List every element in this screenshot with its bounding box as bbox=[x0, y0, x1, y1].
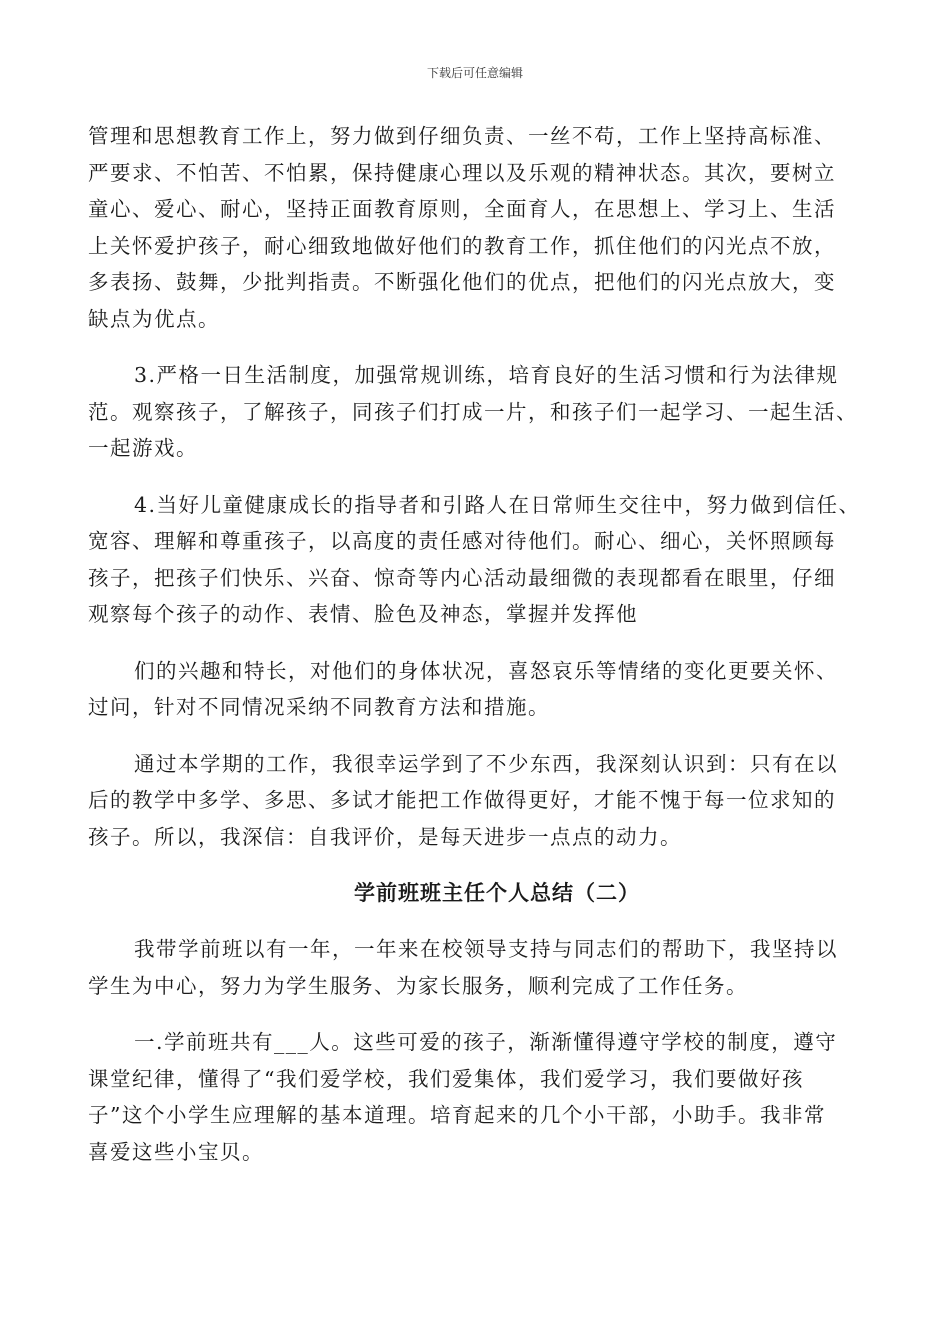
text-line: 过问，针对不同情况采纳不同教育方法和措施。 bbox=[88, 695, 550, 719]
paragraph-3 bbox=[88, 487, 866, 633]
text-line: 课堂纪律，懂得了“我们爱学校，我们爱集体，我们爱学习，我们要做好孩 bbox=[88, 1066, 804, 1091]
text-line: 管理和思想教育工作上，努力做到仔细负责、一丝不苟，工作上坚持高标准、 bbox=[88, 124, 836, 148]
text-line: 我带学前班以有一年，一年来在校领导支持与同志们的帮助下，我坚持以 bbox=[134, 937, 838, 961]
text-line: 范。观察孩子，了解孩子，同孩子们打成一片，和孩子们一起学习、一起生活、 bbox=[88, 399, 858, 424]
text-line: 们的兴趣和特长，对他们的身体状况，喜怒哀乐等情绪的变化更要关怀、 bbox=[134, 658, 838, 683]
section-title: 学前班班主任个人总结（二） bbox=[354, 880, 640, 905]
text-line: 上关怀爱护孩子，耐心细致地做好他们的教育工作，抓住他们的闪光点不放， bbox=[88, 233, 836, 258]
page-header: 下载后可任意编辑 bbox=[426, 66, 523, 80]
paragraph-2 bbox=[88, 357, 866, 467]
paragraph-7 bbox=[88, 1024, 866, 1170]
paragraph-5 bbox=[88, 746, 866, 856]
text-line: 3.严格一日生活制度，加强常规训练，培育良好的生活习惯和行为法律规 bbox=[134, 363, 839, 387]
document-body bbox=[88, 118, 866, 1170]
text-line: 子”这个小学生应理解的基本道理。培育起来的几个小干部，小助手。我非常 bbox=[88, 1103, 826, 1127]
text-line: 学生为中心，努力为学生服务、为家长服务，顺利完成了工作任务。 bbox=[88, 973, 748, 998]
text-line: 孩子，把孩子们快乐、兴奋、惊奇等内心活动最细微的表现都看在眼里，仔细 bbox=[88, 565, 836, 590]
text-line: 缺点为优点。 bbox=[88, 306, 220, 331]
text-line: 喜爱这些小宝贝。 bbox=[88, 1139, 264, 1164]
text-line: 观察每个孩子的动作、表情、脸色及神态，掌握并发挥他 bbox=[88, 602, 638, 626]
text-line: 宽容、理解和尊重孩子，以高度的责任感对待他们。耐心、细心，关怀照顾每 bbox=[88, 529, 836, 553]
text-line: 后的教学中多学、多思、多试才能把工作做得更好，才能不愧于每一位求知的 bbox=[88, 788, 836, 812]
paragraph-6 bbox=[88, 931, 866, 1004]
text-line: 严要求、不怕苦、不怕累，保持健康心理以及乐观的精神状态。其次，要树立 bbox=[88, 160, 836, 185]
text-line: 一.学前班共有___人。这些可爱的孩子，渐渐懂得遵守学校的制度，遵守 bbox=[134, 1030, 838, 1054]
text-line: 一起游戏。 bbox=[88, 436, 198, 460]
paragraph-4 bbox=[88, 653, 866, 726]
text-line: 多表扬、鼓舞，少批判指责。不断强化他们的优点，把他们的闪光点放大，变 bbox=[88, 270, 836, 294]
text-line: 孩子。所以，我深信：自我评价，是每天进步一点点的动力。 bbox=[88, 824, 682, 849]
text-line: 通过本学期的工作，我很幸运学到了不少东西，我深刻认识到：只有在以 bbox=[134, 751, 838, 776]
paragraph-1 bbox=[88, 118, 866, 337]
text-line: 童心、爱心、耐心，坚持正面教育原则，全面育人，在思想上、学习上、生活 bbox=[88, 197, 836, 221]
text-line: 4.当好儿童健康成长的指导者和引路人在日常师生交往中，努力做到信任、 bbox=[134, 492, 861, 517]
